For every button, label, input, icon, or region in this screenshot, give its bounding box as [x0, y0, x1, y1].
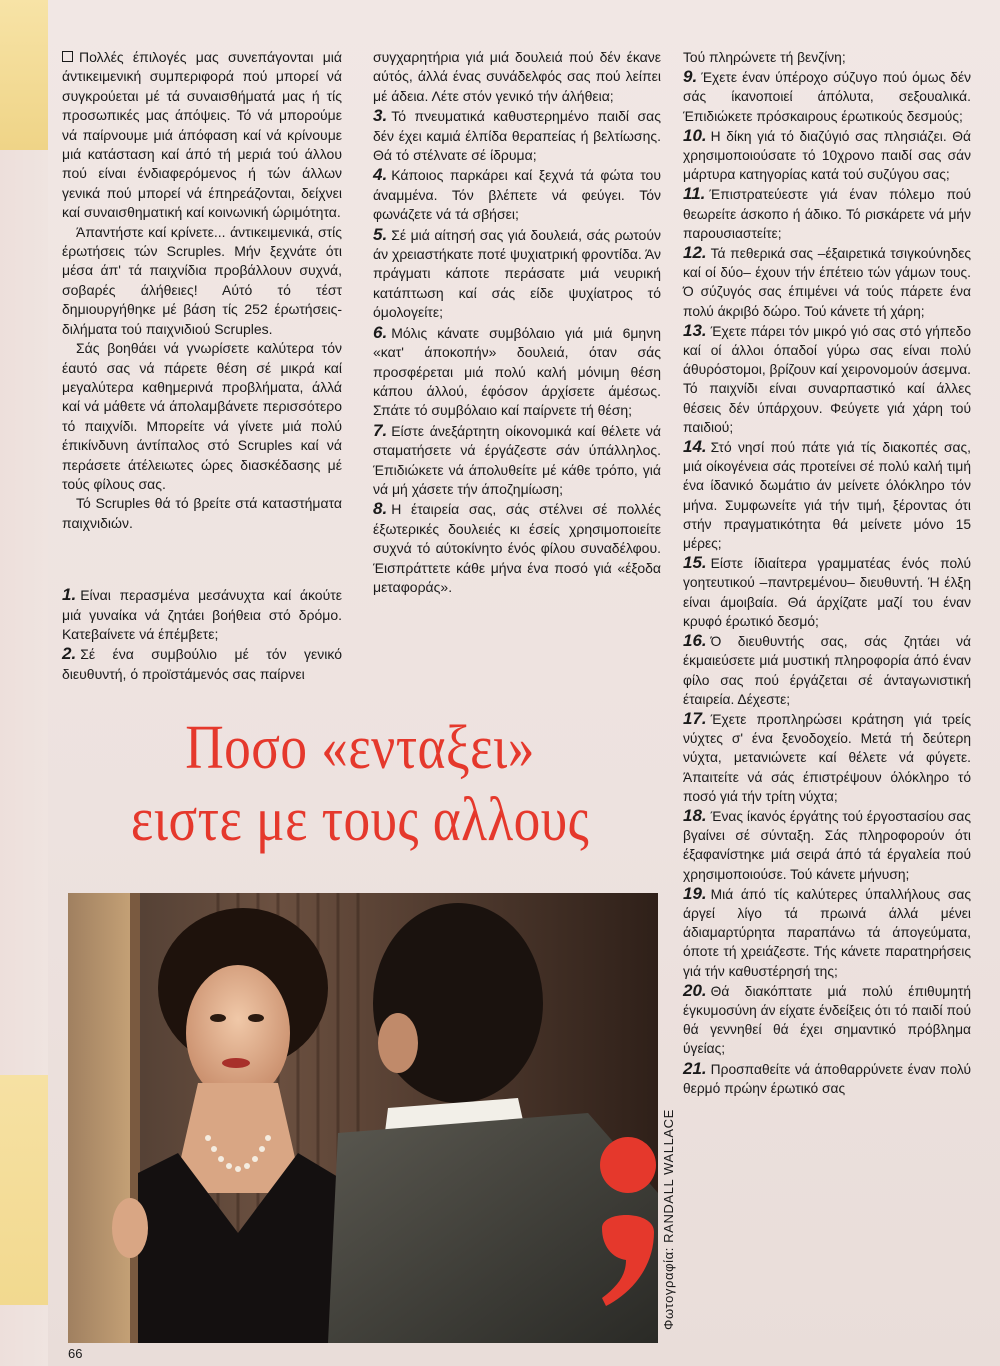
question-8-continued: Τού πληρώνετε τή βενζίνη; — [683, 50, 846, 65]
question-14: 14. Στό νησί πού πάτε γιά τίς διακοπές σας, μιά οίκογένεια σάς προτείνει σέ πολύ καλή τιμή ένα ίδανικό δωμάτιο άν μείνετε όλόκληρο τόν μήνα. Συμφωνείτε γιά τήν τιμή, ξέροντας ότι στήν πραγματικότητα θά μείνετε μόνο 15 μέρες; — [683, 437, 971, 552]
intro-paragraph-4: Τό Scruples θά τό βρείτε στά καταστήματα παιχνιδιών. — [62, 495, 342, 531]
intro-paragraph-1: Πολλές έπιλογές μας συνεπάγονται μιά άντικειμενική συμπεριφορά πού μπορεί νά συγκρούεται μέ τά συναισθήματά μας ή τίς προσωπικές μας άπόψεις. Τό νά μπορούμε νά παίρνουμε μιά άπόφαση καί νά κρίνουμε μιά κατάσταση καί άπό τή μεριά τού άλλου πού είναι ένδιαφερόμενος ή τών άλλων γενικά πού μπορεί νά έπηρεάζονται, δείχνει καί συναισθηματική καί κοινωνική ώριμότητα. — [62, 49, 342, 221]
yellow-edge-tab-top — [0, 0, 48, 150]
page-number: 66 — [68, 1346, 83, 1361]
question-1: 1. Είναι περασμένα μεσάνυχτα καί άκούτε μιά γυναίκα νά ζητάει βοήθεια στό δρόμο. Κατεβαίνετε νά έπέμβετε; — [62, 585, 342, 642]
question-18: 18. Ένας ίκανός έργάτης τού έργοστασίου σας βγαίνει σέ σύνταξη. Σάς πληροφορούν ότι έξαφανίστηκε μιά σειρά άπό τά έργαλεία πού χρησιμοποιούσε. Τού κάνετε μήνυση; — [683, 805, 971, 882]
question-12: 12. Τά πεθερικά σας –έξαιρετικά τσιγκούνηδες καί οί δύο– έχουν τήν έπέτειο τών γάμων τους. Ό σύζυγός σας έπιμένει νά τούς πάρετε ένα πολύ άκριβό δώρο. Τού κάνετε τή χάρη; — [683, 243, 971, 319]
question-9: 9. Έχετε έναν ύπέροχο σύζυγο πού όμως δέν σάς ίκανοποιεί άπόλυτα, σεξουαλικά. Έπιδιώκετε πρόσκαιρους έρωτικούς δεσμούς; — [683, 67, 971, 124]
question-13: 13. Έχετε πάρει τόν μικρό γιό σας στό γήπεδο καί οί άλλοι όπαδοί γύρω σας είναι πολύ άθυρόστομοι, βρίζουν καί χειρονομούν άσεμνα. Τό παιχνίδι είναι συναρπαστικό καί άλλες θέσεις δέν ύπάρχουν. Φεύγετε γιά χάρη τού παιδιού; — [683, 320, 971, 435]
yellow-edge-tab-bottom — [0, 1075, 48, 1305]
title-line-2: ειστε με τους αλλους — [130, 786, 590, 854]
square-bullet-icon — [62, 51, 73, 62]
photo-illustration — [68, 893, 658, 1343]
question-6: 6. Μόλις κάνατε συμβόλαιο γιά μιά 6μηνη «κατ' άποκοπήν» δουλειά, όταν σάς προσφέρεται μιά πολύ καλή μόνιμη θέση κάπου άλλού, έφόσον άρχίσετε άμέσως. Σπάτε τό συμβόλαιο καί παίρνετε τή θέση; — [373, 322, 661, 419]
question-7: 7. Είστε άνεξάρτητη οίκονομικά καί θέλετε νά σταματήσετε νά έργάζεστε σάν ύπάλληλος. Έπιδιώκετε νά άπολυθείτε μέ κάθε τρόπο, γιά νά μή χάσετε τήν άποζημίωση; — [373, 420, 661, 497]
title-line-1: Ποσο «ενταξει» — [185, 714, 535, 782]
intro-paragraph-2: Άπαντήστε καί κρίνετε... άντικειμενικά, στίς έρωτήσεις τών Scruples. Μήν ξεχνάτε ότι μέσα άπ' τά παιχνίδια προβάλλουν συχνά, σοβαρές άλήθειες! Αύτό τό τέστ δημιουργήθηκε μέ βάση τίς 252 έρωτήσεις-διλήματα τού παιχνιδιού Scruples. — [62, 223, 342, 337]
question-11: 11. Έπιστρατεύεστε γιά έναν πόλεμο πού θεωρείτε άσκοπο ή άδικο. Τό ρισκάρετε νά μήν παρουσιαστείτε; — [683, 184, 971, 241]
column-2 — [373, 48, 661, 597]
intro-paragraph-3: Σάς βοηθάει νά γνωρίσετε καλύτερα τόν έαυτό σας νά πάρετε θέση σέ μικρά καί μεγαλύτερα καθημερινά προβλήματα, άλλά καί νά μάθετε νά άπολαμβάνετε περισσότερο τό παιχνίδι. Μπορείτε νά γίνετε μιά πολύ έπικίνδυνη άντίπαλος στό Scruples καί νά περάσετε άτέλειωτες ώρες διασκέδασης μέ τούς φίλους σας. — [62, 340, 342, 492]
question-5: 5. Σέ μιά αίτησή σας γιά δουλειά, σάς ρωτούν άν χρειαστήκατε ποτέ ψυχιατρική φροντίδα. Άν πράγματι κάποτε περάσατε μιά νευρική κατάπτωση καί σάς είδε ψυχίατρος τό όμολογείτε; — [373, 224, 661, 321]
column-3 — [683, 48, 971, 1098]
question-15: 15. Είστε ίδιαίτερα γραμματέας ένός πολύ γοητευτικού –παντρεμένου– διευθυντή. Ή έλξη είναι άμοιβαία. Θά άρχίζατε μαζί του έναν κρυφό έρωτικό δεσμό; — [683, 553, 971, 629]
question-16: 16. Ό διευθυντής σας, σάς ζητάει νά έκμαιεύσετε μιά μυστική πληροφορία άπό έναν φίλο σας πού έργάζεται σέ άνταγωνιστική έταιρεία. Δέχεστε; — [683, 631, 971, 707]
question-19: 19. Μιά άπό τίς καλύτερες ύπαλλήλους σας άργεί λίγο τά πρωινά άλλά μένει άδιαμαρτύρητα παραπάνω τά άπογεύματα, όποτε τή χρειάζεστε. Τής κάνετε παρατηρήσεις γιά τήν καθυστέρησή της; — [683, 883, 971, 979]
question-2-continued: συγχαρητήρια γιά μιά δουλειά πού δέν έκανε αύτός, άλλά ένας συνάδελφός σας πού λείπει μέ άδεια. Λέτε στόν γενικό τήν άλήθεια; — [373, 49, 661, 104]
page-title — [102, 712, 618, 856]
couple-photo — [68, 893, 658, 1343]
photo-credit: Φωτογραφία: RANDALL WALLACE — [661, 1109, 676, 1330]
question-3: 3. Τό πνευματικά καθυστερημένο παιδί σας δέν έχει καμιά έλπίδα θεραπείας ή βελτίωσης. Θά τό στέλνατε σέ ίδρυμα; — [373, 106, 661, 164]
red-semicolon-graphic — [588, 1110, 668, 1310]
question-4: 4. Κάποιος παρκάρει καί ξεχνά τά φώτα του άναμμένα. Τόν βλέπετε νά φεύγει. Τόν φωνάζετε νά τά σβήσει; — [373, 165, 661, 223]
question-20: 20. Θά διακόπτατε μιά πολύ έπιθυμητή έγκυμοσύνη άν είχατε ένδείξεις ότι τό παιδί πού θά γεννηθεί θά έχει σημαντικό πρόβλημα ύγείας; — [683, 980, 971, 1057]
question-21: 21. Προσπαθείτε νά άποθαρρύνετε έναν πολύ θερμό πρώην έρωτικό σας — [683, 1058, 971, 1096]
question-2: 2. Σέ ένα συμβούλιο μέ τόν γενικό διευθυντή, ό προϊστάμενός σας παίρνει — [62, 644, 342, 682]
column-1 — [62, 48, 342, 684]
question-8: 8. Η έταιρεία σας, σάς στέλνει σέ πολλές έξωτερικές δουλειές κι έσείς χρησιμοποιείτε συχνά τό αύτοκίνητο ένός φίλου συναδέλφου. Έισπράττετε κάθε μήνα ένα ποσό γιά «έξοδα μεταφοράς». — [373, 499, 661, 595]
question-10: 10. Η δίκη γιά τό διαζύγιό σας πλησιάζει. Θά χρησιμοποιούσατε τό 10χρονο παιδί σας σάν μάρτυρα κατηγορίας κατά τού συζύγου σας; — [683, 125, 971, 183]
question-17: 17. Έχετε προπληρώσει κράτηση γιά τρείς νύχτες σ' ένα ξενοδοχείο. Μετά τή δεύτερη νύχτα, μετανιώνετε καί θέλετε νά φύγετε. Άπαιτείτε νά σάς έπιστρέψουν όλόκληρο τό ποσό γιά τήν τρίτη νύχτα; — [683, 708, 971, 804]
